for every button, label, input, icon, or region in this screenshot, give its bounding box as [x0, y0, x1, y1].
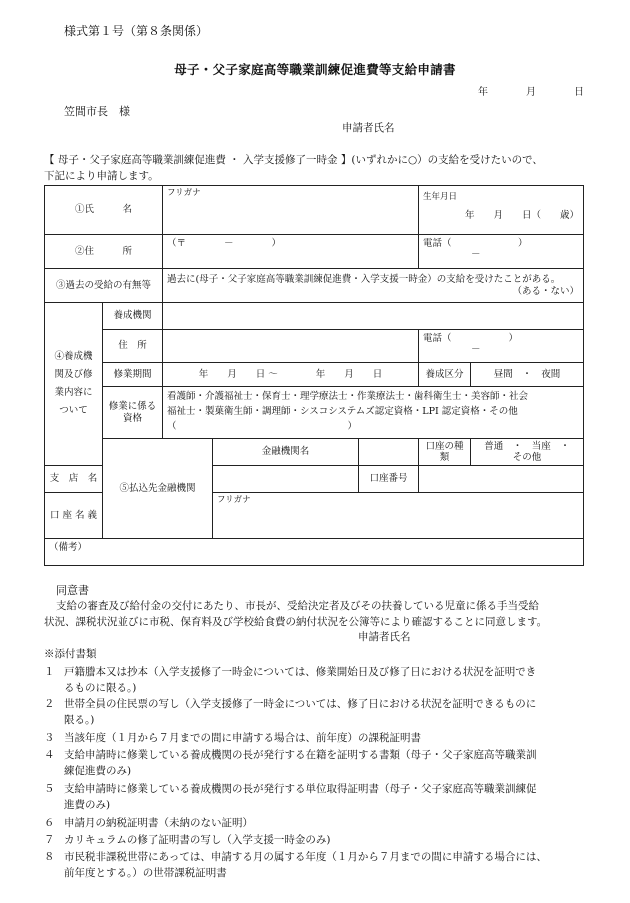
- bank-name-field[interactable]: [359, 439, 419, 466]
- qualification-field[interactable]: [163, 387, 584, 439]
- account-type-label: 口座の種類: [419, 439, 471, 466]
- past-receipt-choice: （ある・ない）: [512, 285, 580, 297]
- attachment-num: ２: [44, 698, 55, 710]
- institution-address-field[interactable]: [163, 330, 419, 363]
- attachment-item: [44, 732, 421, 745]
- account-holder-field[interactable]: [213, 493, 584, 539]
- phone-label: 電話（ ）: [423, 238, 528, 249]
- applicant-name-label: 申請者氏名: [342, 122, 395, 134]
- attachment-text: 申請月の納税証明書（未納のない証明）: [64, 817, 253, 829]
- intro-line-2: 下記により申請します。: [44, 170, 159, 182]
- form-number: 様式第１号（第８条関係）: [64, 24, 209, 38]
- attachment-item: [44, 834, 331, 847]
- institution-phone-label: 電話（ ）: [423, 333, 519, 344]
- attachments-heading: ※添付書類: [44, 648, 97, 660]
- address-label: ②住 所: [45, 235, 163, 269]
- attachment-text: 世帯全員の住民票の写し（入学支援修了一時金については、修了日における状況を証明できるものに: [64, 698, 537, 710]
- past-receipt-row: [45, 269, 584, 303]
- consent-line-1: 支給の審査及び給付金の交付にあたり、市長が、受給決定者及びその扶養している児童に係る手当受給: [56, 600, 539, 612]
- phone-field[interactable]: [419, 235, 584, 269]
- institution-field[interactable]: [163, 303, 584, 330]
- consent-title: 同意書: [56, 584, 89, 597]
- intro-line-1: 【 母子・父子家庭高等職業訓練促進費 ・ 入学支援修了一時金 】(いずれかに○）の支給を受けたいので、: [44, 154, 543, 166]
- institution-phone-dash: －: [471, 344, 481, 356]
- branch-label: 支 店 名: [45, 466, 103, 493]
- bank-name-row: [45, 439, 584, 466]
- date-year: 年: [478, 87, 488, 98]
- attachment-item: [44, 698, 536, 711]
- attachment-text-cont: るものに限る。): [64, 682, 137, 694]
- attachment-text: 戸籍謄本又は抄本（入学支援修了一時金については、修業開始日及び修了日における状況を証明でき: [64, 666, 537, 678]
- bank-section-label: ⑤払込先金融機関: [103, 439, 213, 539]
- past-receipt-field[interactable]: [163, 269, 584, 303]
- training-label-line: 関及び修: [54, 368, 93, 380]
- branch-field[interactable]: [213, 466, 359, 493]
- attachment-text-cont: 前年度とする。）の世帯課税証明書: [64, 867, 227, 879]
- qualification-label: 修業に係る資格: [103, 387, 163, 439]
- account-number-field[interactable]: [419, 466, 584, 493]
- past-receipt-label: ③過去の受給の有無等: [45, 269, 163, 303]
- attachment-text: 市民税非課税世帯にあっては、申請する月の属する年度（１月から７月までの間に申請する場合には、: [64, 851, 547, 863]
- account-number-label: 口座番号: [359, 466, 419, 493]
- institution-address-label: 住 所: [103, 330, 163, 363]
- attachment-text: 支給申請時に修業している養成機関の長が発行する在籍を証明する書類（母子・父子家庭高等職業訓: [64, 749, 537, 761]
- attachment-num: ３: [44, 732, 55, 744]
- institution-phone-field[interactable]: [419, 330, 584, 363]
- institution-address-row: [45, 330, 584, 363]
- date-month: 月: [526, 87, 536, 98]
- training-label-line: 業内容に: [54, 387, 93, 398]
- birthdate-label: 生年月日: [423, 192, 458, 202]
- course-type-field[interactable]: 昼間 ・ 夜間: [471, 363, 584, 387]
- remarks-field[interactable]: [45, 539, 584, 566]
- page-title: 母子・父子家庭高等職業訓練促進費等支給申請書: [174, 62, 456, 77]
- attachment-num: ７: [44, 834, 55, 846]
- remarks-row: [45, 539, 584, 566]
- qualification-row: [45, 387, 584, 439]
- training-label-line: ④養成機: [54, 350, 93, 362]
- date-line: [478, 87, 584, 99]
- qualification-line: 看護師・介護福祉士・保育士・理学療法士・作業療法士・歯科衛生士・美容師・社会: [167, 391, 529, 403]
- attachment-text-cont: 限る。): [64, 714, 95, 726]
- addressee: 笠間市長 様: [64, 105, 130, 118]
- birthdate-value: 年 月 日（ 歳）: [465, 210, 580, 222]
- name-field[interactable]: [163, 186, 419, 235]
- attachment-text: 当該年度（１月から７月までの間に申請する場合は、前年度）の課税証明書: [64, 732, 421, 744]
- period-label: 修業期間: [103, 363, 163, 387]
- past-receipt-text: 過去に(母子・父子家庭高等職業訓練促進費・入学支援一時金）の支給を受けたことがある。: [167, 274, 561, 286]
- date-day: 日: [574, 87, 584, 98]
- bank-name-label: 金融機関名: [213, 439, 359, 466]
- attachment-item: [44, 817, 253, 830]
- holder-furigana-label: フリガナ: [217, 495, 251, 505]
- qualification-line: （ ）: [167, 420, 358, 432]
- account-type-field[interactable]: 普通 ・ 当座 ・ その他: [471, 439, 584, 466]
- qualification-line: 福祉士・製菓衛生師・調理師・シスコシステムズ認定資格・LPI 認定資格・その他: [167, 406, 518, 418]
- attachment-num: １: [44, 666, 55, 678]
- attachment-text-cont: 練促進費のみ): [64, 765, 132, 777]
- period-field[interactable]: 年 月 日 ～ 年 月 日: [163, 363, 419, 387]
- attachment-num: ４: [44, 749, 55, 761]
- name-label: ①氏 名: [45, 186, 163, 235]
- attachment-text: カリキュラムの修了証明書の写し（入学支援一時金のみ): [64, 834, 331, 846]
- address-field[interactable]: [163, 235, 419, 269]
- attachment-num: ８: [44, 851, 55, 863]
- attachment-item: [44, 749, 537, 762]
- address-row: [45, 235, 584, 269]
- application-form-table: [44, 185, 584, 566]
- remarks-label: （備考）: [49, 542, 88, 553]
- consent-line-2: 状況、課税状況並びに市税、保育料及び学校給食費の納付状況を公簿等により確認することに同意します。: [44, 616, 548, 628]
- attachment-num: ５: [44, 783, 55, 795]
- consent-applicant-label: 申請者氏名: [358, 631, 411, 643]
- period-row: [45, 363, 584, 387]
- attachment-text-cont: 進費のみ): [64, 799, 111, 811]
- training-section-label: [45, 303, 103, 466]
- course-type-label: 養成区分: [419, 363, 471, 387]
- attachment-item: [44, 666, 536, 679]
- account-holder-label: 口 座 名 義: [45, 493, 103, 539]
- name-row: [45, 186, 584, 235]
- attachment-item: [44, 783, 537, 796]
- attachment-num: ６: [44, 817, 55, 829]
- training-label-line: ついて: [59, 405, 88, 417]
- attachment-item: [44, 851, 547, 864]
- birthdate-field[interactable]: [419, 186, 584, 235]
- attachment-text: 支給申請時に修業している養成機関の長が発行する単位取得証明書（母子・父子家庭高等職業訓練促: [64, 783, 537, 795]
- postal-code: （〒 － ）: [167, 238, 282, 249]
- institution-row: [45, 303, 584, 330]
- institution-label: 養成機関: [103, 303, 163, 330]
- phone-dash: －: [471, 249, 481, 261]
- name-furigana-label: フリガナ: [167, 188, 201, 198]
